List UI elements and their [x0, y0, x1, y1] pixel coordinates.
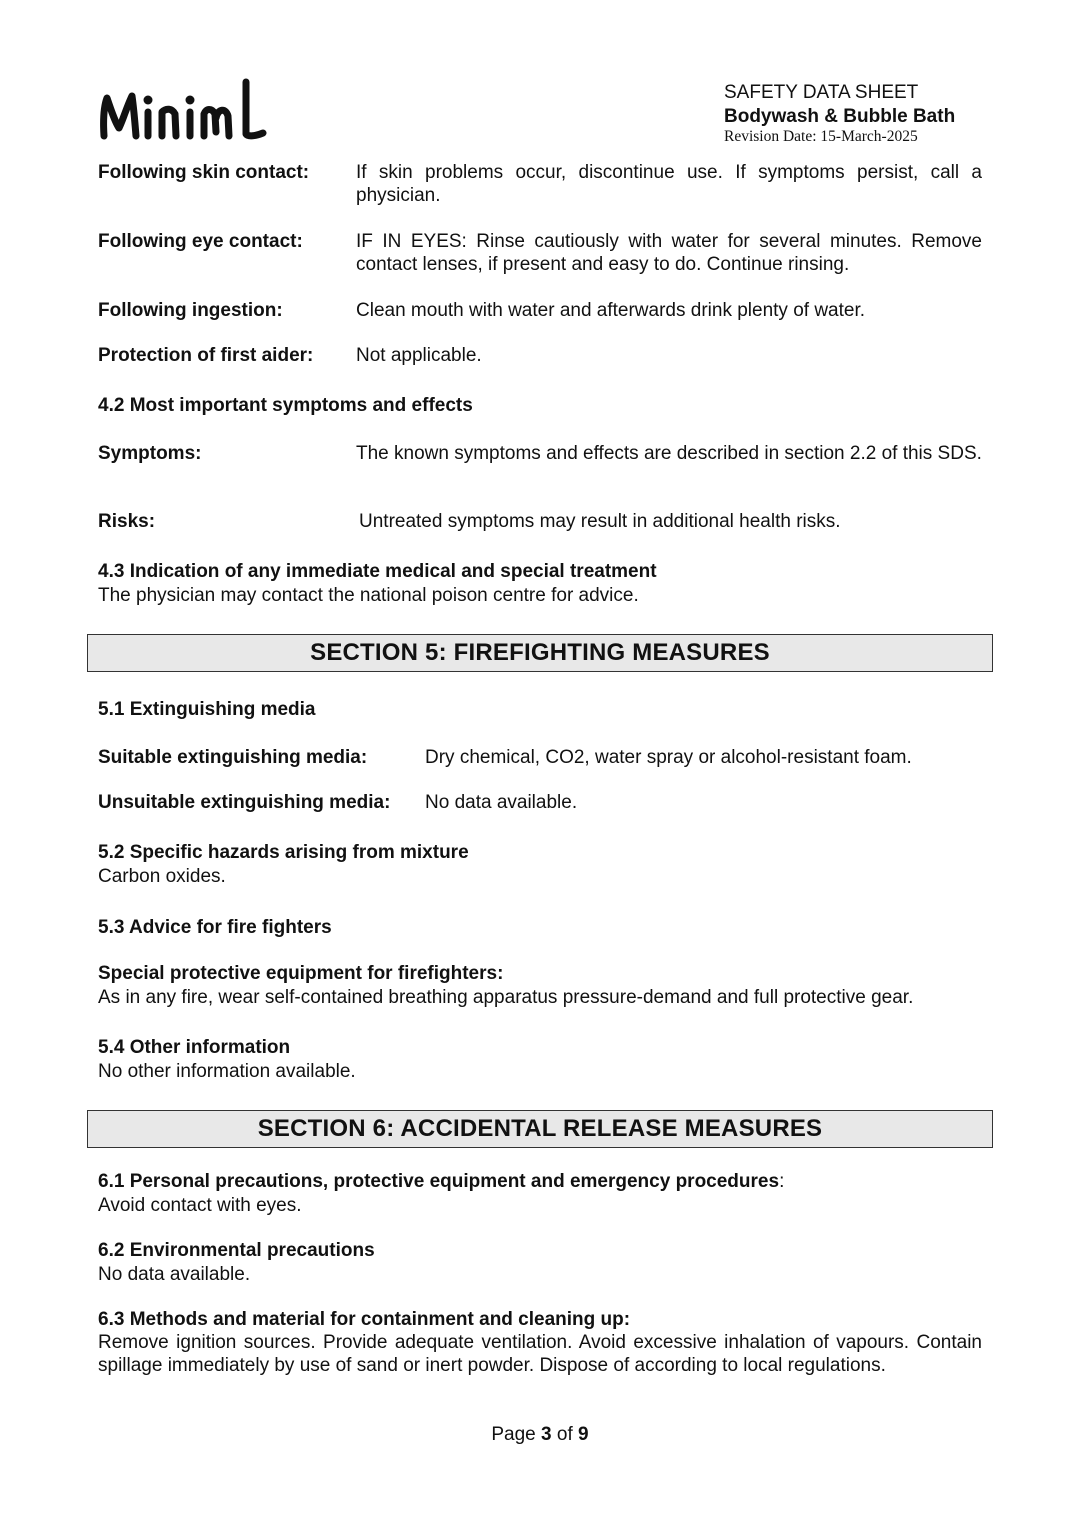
subsection-5-4-text: No other information available.: [98, 1061, 356, 1082]
subsection-6-3-heading: 6.3 Methods and material for containment and cleaning up:: [98, 1309, 631, 1330]
section-5-banner: SECTION 5: FIREFIGHTING MEASURES: [87, 634, 993, 672]
subsection-5-4-heading: 5.4 Other information: [98, 1037, 291, 1058]
subsection-6-2-text: No data available.: [98, 1264, 251, 1285]
first-aider-value: Not applicable.: [356, 345, 482, 366]
firefighter-equipment-text: As in any fire, wear self-contained breathing apparatus pressure-demand and full protective gear.: [98, 987, 914, 1008]
ingestion-label: Following ingestion:: [98, 300, 283, 321]
subsection-6-1-colon: :: [779, 1171, 785, 1192]
subsection-5-2-heading: 5.2 Specific hazards arising from mixture: [98, 842, 469, 863]
revision-date: Revision Date: 15-March-2025: [724, 128, 918, 145]
subsection-6-1-heading-text: 6.1 Personal precautions, protective equipment and emergency procedures: [98, 1171, 780, 1192]
subsection-6-1-text: Avoid contact with eyes.: [98, 1195, 302, 1216]
unsuitable-media-value: No data available.: [425, 792, 578, 813]
subsection-5-2-text: Carbon oxides.: [98, 866, 226, 887]
risks-value: Untreated symptoms may result in additional health risks.: [359, 511, 841, 532]
eye-contact-value: IF IN EYES: Rinse cautiously with water for several minutes. Remove contact lenses, if present and easy to do. Continue rinsing.: [356, 231, 982, 275]
section-6-banner: SECTION 6: ACCIDENTAL RELEASE MEASURES: [87, 1110, 993, 1148]
page-of: of: [556, 1424, 573, 1445]
suitable-media-value: Dry chemical, CO2, water spray or alcohol-resistant foam.: [425, 747, 912, 768]
subsection-6-3-text: Remove ignition sources. Provide adequate ventilation. Avoid excessive inhalation of vapours. Contain spillage immediately by use of sand or inert powder. Dispose of according to local regulations.: [98, 1332, 982, 1376]
skin-contact-label: Following skin contact:: [98, 162, 310, 183]
skin-contact-value: If skin problems occur, discontinue use. If symptoms persist, call a physician.: [356, 162, 982, 206]
eye-contact-label: Following eye contact:: [98, 231, 303, 252]
subsection-4-3-text: The physician may contact the national poison centre for advice.: [98, 585, 639, 606]
subsection-6-1-heading: [98, 1170, 784, 1193]
first-aider-label: Protection of first aider:: [98, 345, 314, 366]
subsection-4-2-heading: 4.2 Most important symptoms and effects: [98, 395, 473, 416]
suitable-media-label: Suitable extinguishing media:: [98, 747, 368, 768]
page-current: 3: [541, 1424, 552, 1445]
subsection-5-1-heading: 5.1 Extinguishing media: [98, 699, 316, 720]
subsection-6-2-heading: 6.2 Environmental precautions: [98, 1240, 375, 1261]
symptoms-label: Symptoms:: [98, 443, 202, 464]
risks-label: Risks:: [98, 511, 156, 532]
brand-logo: [98, 70, 268, 150]
subsection-4-3-heading: 4.3 Indication of any immediate medical and special treatment: [98, 561, 657, 582]
page-total: 9: [578, 1424, 589, 1445]
firefighter-equipment-heading: Special protective equipment for firefighters:: [98, 963, 504, 984]
symptoms-value: The known symptoms and effects are described in section 2.2 of this SDS.: [356, 443, 982, 464]
product-name: Bodywash & Bubble Bath: [724, 106, 956, 127]
subsection-5-3-heading: 5.3 Advice for fire fighters: [98, 917, 332, 938]
page-prefix: Page: [491, 1424, 536, 1445]
page-number: [0, 1423, 1080, 1446]
ingestion-value: Clean mouth with water and afterwards drink plenty of water.: [356, 300, 866, 321]
unsuitable-media-label: Unsuitable extinguishing media:: [98, 792, 391, 813]
document-type: SAFETY DATA SHEET: [724, 82, 919, 103]
